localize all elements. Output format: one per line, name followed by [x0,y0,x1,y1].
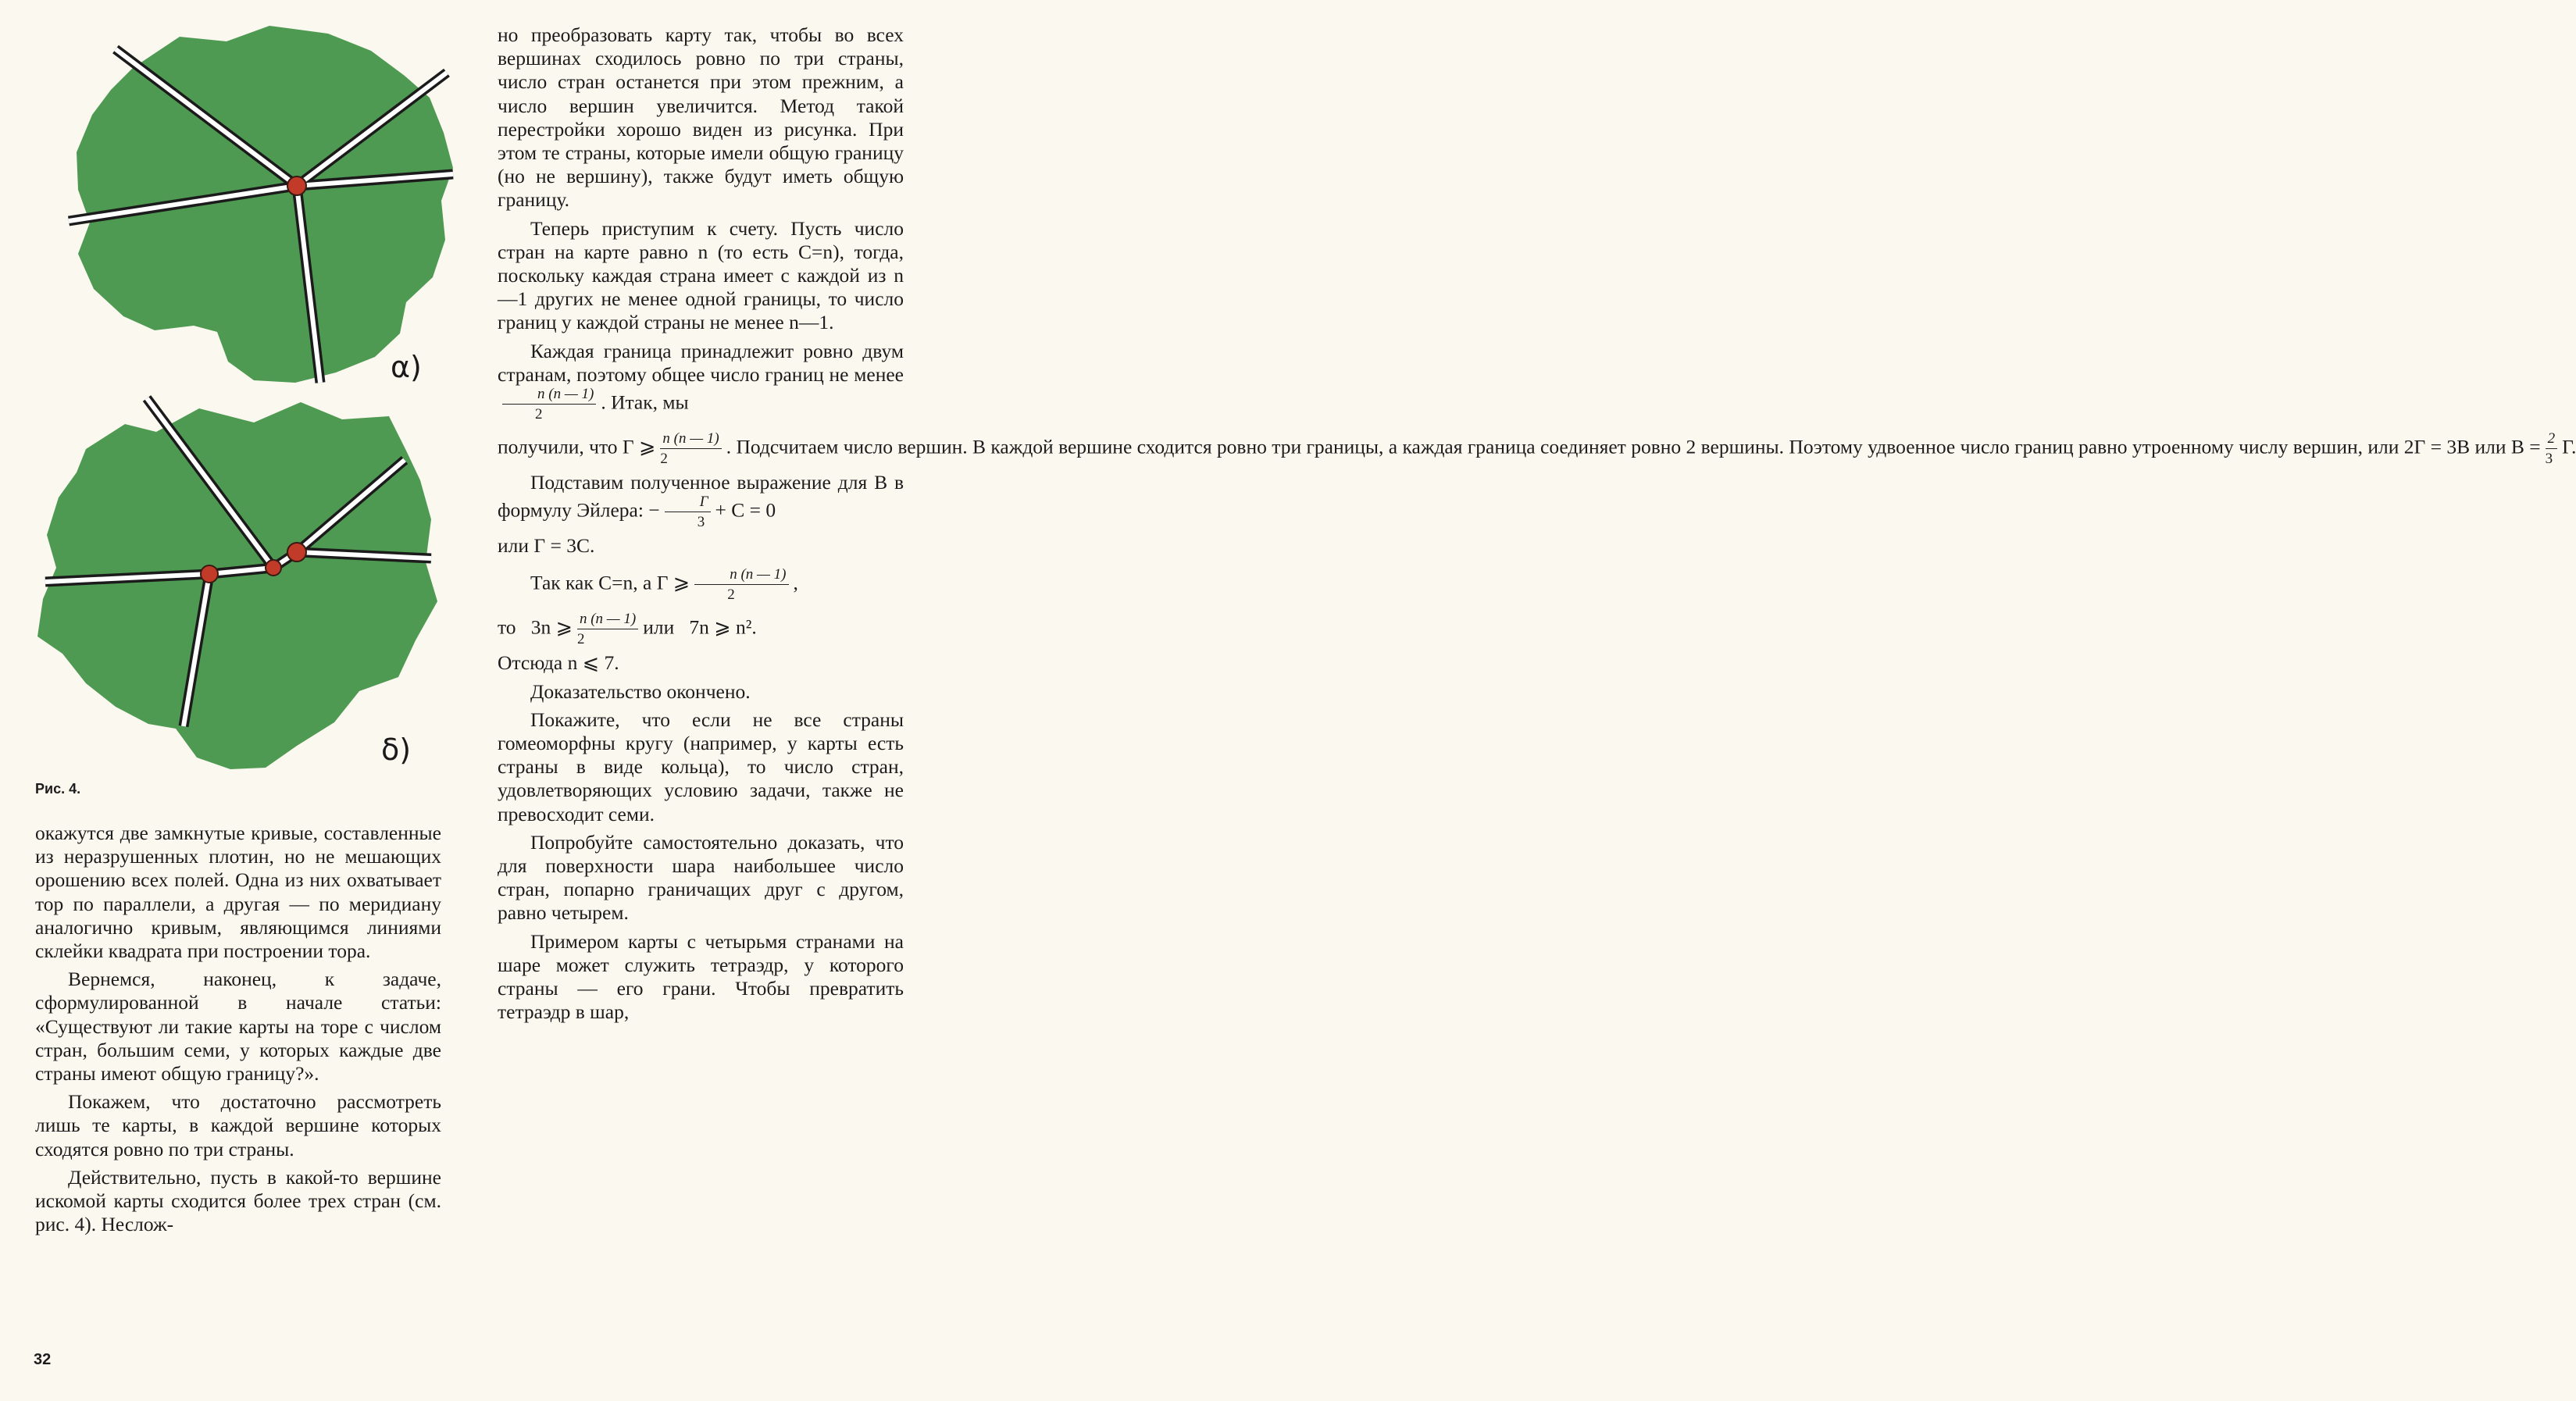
paragraph: Покажем, что достаточно рассмотреть лишь те карты, в каждой вершине которых сходятся ровно по три страны. [35,1090,441,1160]
paragraph: Отсюда n ⩽ 7. [498,651,619,675]
paragraph: но преобразовать карту так, чтобы во всех вершинах сходилось ровно по три страны, число стран останется при этом прежним, а число вершин увеличится. Метод такой перестройки хорошо виден из рисунка. При этом те страны, которые имели общую границу (но не вершину), также будут иметь общую границу. [498,23,904,212]
vertex-dot [266,560,281,576]
fraction: $\frac{n (n — 1)}{2}$ [577,611,638,647]
fraction: $\frac{2}{3}$ [2546,431,2558,466]
vertex-dot [287,543,306,561]
paragraph: или Г = 3С. [498,534,595,558]
figure-b-map [31,402,453,777]
figure-a-map [62,20,453,383]
math-line: получили, что Г ⩾ $\frac{n (n — 1)}{2}$ . Подсчитаем число вершин. В каждой вершине сходится ровно три границы, а каждая граница соединяет ровно 2 вершины. Поэтому удвоенное число границ равно утроенному числу вершин, или 2Г = 3В или В = $\frac{2}{3}$ Г. [498,430,2576,468]
paragraph: Покажите, что если не все страны гомеоморфны кругу (например, у карты есть страны в виде кольца), то число стран, удовлетворяющих условию задачи, также не превосходит семи. [498,708,904,825]
vertex-dot [201,565,218,583]
paragraph: Попробуйте самостоятельно доказать, что для поверхности шара наибольшее число стран, попарно граничащих друг с другом, равно четырем. [498,830,904,925]
fraction: $\frac{n (n — 1)}{2}$ [660,431,721,466]
paragraph: Примером карты с четырьмя странами на шаре может служить тетраэдр, у которого страны — его грани. Чтобы превратить тетраэдр в шар, [498,929,904,1024]
country-region-b [37,402,437,769]
paragraph: Теперь приступим к счету. Пусть число стран на карте равно n (то есть С=n), тогда, поскольку каждая страна имеет с каждой из n—1 других не менее одной границы, то число границ у каждой страны не менее n—1. [498,216,904,334]
math-line: Так как С=n, а Г ⩾ $\frac{n (n — 1)}{2}$ , [530,566,798,604]
fraction: $\frac{n (n — 1)}{2}$ [502,387,596,422]
figure-b-label: δ) [381,733,412,767]
paragraph: Подставим полученное выражение для В в формулу Эйлера: − $\frac{Г}{3}$ + С = 0 [498,471,904,531]
figure-a-label: α) [391,350,422,384]
page-number: 32 [34,1351,52,1368]
paragraph: окажутся две замкнутые кривые, составленные из неразрушенных плотин, но не мешающих орошению всех полей. Одна из них охватывает тор по параллели, а другая — по меридиану аналогично кривым, являющимся линиями склейки квадрата при построении тора. [35,822,441,963]
math-line: то 3n ⩾ $\frac{n (n — 1)}{2}$ или 7n ⩾ n². [498,611,757,648]
right-column [498,23,2576,1025]
left-column [35,822,441,1236]
country-region-a [77,26,453,383]
fraction: $\frac{n (n — 1)}{2}$ [694,567,788,602]
paragraph: Вернемся, наконец, к задаче, сформулированной в начале статьи: «Существуют ли такие карты на торе с числом стран, большим семи, у которых каждые две страны имеют общую границу?». [35,968,441,1086]
paragraph: Действительно, пусть в какой-то вершине искомой карты сходится более трех стран (см. рис. 4). Неслож- [35,1165,441,1236]
fraction: $\frac{Г}{3}$ [665,494,711,529]
paragraph: Каждая граница принадлежит ровно двум странам, поэтому общее число границ не менее $\frac{n (n — 1)}{2}$ . Итак, мы [498,339,904,423]
figure-caption: Рис. 4. [35,781,81,797]
paragraph: Доказательство окончено. [530,679,751,703]
vertex-dot [287,176,306,195]
